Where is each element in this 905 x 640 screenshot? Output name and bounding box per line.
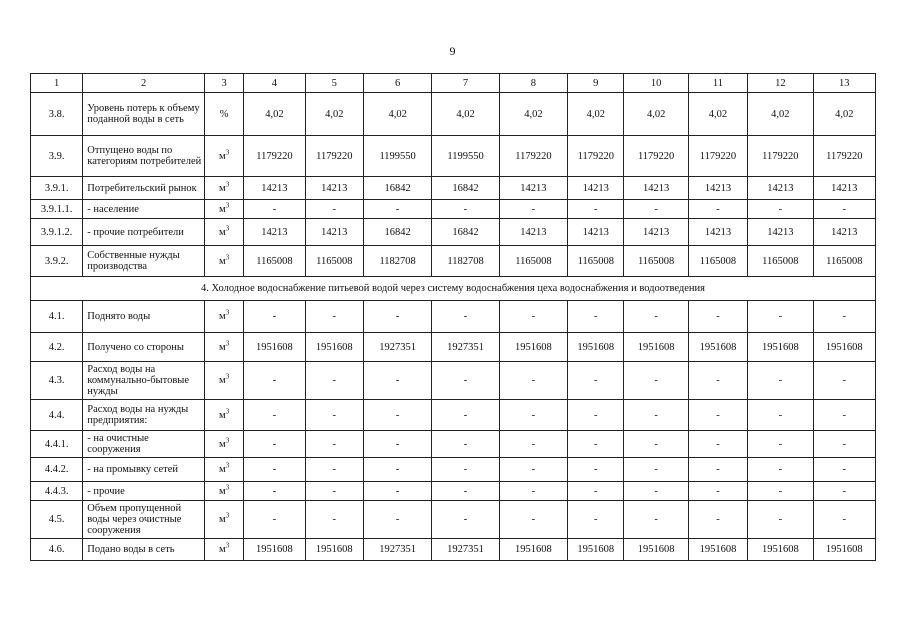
header-cell: 12 [748, 74, 813, 93]
row-number: 4.4.3. [31, 482, 83, 501]
value-cell: - [748, 200, 813, 219]
value-cell: - [748, 301, 813, 333]
unit-cell: $м^3$ [205, 482, 244, 501]
row-number: 4.3. [31, 362, 83, 400]
value-cell: - [244, 362, 305, 400]
value-cell: - [432, 362, 499, 400]
value-cell: 1199550 [363, 136, 431, 177]
value-cell: 1951608 [748, 333, 813, 362]
header-cell: 11 [688, 74, 747, 93]
row-name: - на очистные сооружения [83, 431, 205, 458]
value-cell: 4,02 [688, 93, 747, 136]
value-cell: 1951608 [748, 539, 813, 561]
header-cell: 3 [205, 74, 244, 93]
value-cell: 1179220 [305, 136, 363, 177]
row-name: Подано воды в сеть [83, 539, 205, 561]
value-cell: 14213 [499, 177, 567, 200]
value-cell: - [748, 501, 813, 539]
value-cell: 1951608 [624, 539, 688, 561]
value-cell: 1927351 [432, 539, 499, 561]
value-cell: - [813, 362, 875, 400]
value-cell: 1951608 [244, 539, 305, 561]
value-cell: - [432, 301, 499, 333]
value-cell: 1951608 [624, 333, 688, 362]
value-cell: 14213 [624, 219, 688, 246]
row-number: 3.9.2. [31, 246, 83, 277]
value-cell: 1182708 [363, 246, 431, 277]
row-name: Расход воды на коммунально-бытовые нужды [83, 362, 205, 400]
value-cell: 1927351 [432, 333, 499, 362]
value-cell: 1179220 [688, 136, 747, 177]
table-row [31, 482, 876, 501]
value-cell: - [363, 301, 431, 333]
value-cell: - [568, 362, 624, 400]
unit-cell: $м^3$ [205, 219, 244, 246]
value-cell: 1179220 [568, 136, 624, 177]
value-cell: - [624, 362, 688, 400]
value-cell: - [688, 200, 747, 219]
value-cell: - [568, 400, 624, 431]
value-cell: - [244, 200, 305, 219]
row-name: - на промывку сетей [83, 458, 205, 482]
row-number: 3.9.1.2. [31, 219, 83, 246]
value-cell: - [748, 458, 813, 482]
value-cell: - [305, 431, 363, 458]
table-row [31, 177, 876, 200]
value-cell: 1951608 [244, 333, 305, 362]
value-cell: - [305, 458, 363, 482]
value-cell: - [499, 400, 567, 431]
unit-cell: $м^3$ [205, 458, 244, 482]
value-cell: - [813, 301, 875, 333]
unit-cell: $м^3$ [205, 431, 244, 458]
table-row [31, 362, 876, 400]
unit-cell: % [205, 93, 244, 136]
value-cell: 1951608 [688, 333, 747, 362]
row-number: 3.8. [31, 93, 83, 136]
header-cell: 2 [83, 74, 205, 93]
row-number: 4.4.2. [31, 458, 83, 482]
value-cell: - [568, 301, 624, 333]
value-cell: 1951608 [305, 333, 363, 362]
value-cell: 1951608 [813, 539, 875, 561]
value-cell: 14213 [568, 219, 624, 246]
value-cell: 1927351 [363, 539, 431, 561]
section-title: 4. Холодное водоснабжение питьевой водой через систему водоснабжения цеха водоснабжения и водоотведения [31, 277, 876, 301]
value-cell: - [688, 400, 747, 431]
value-cell: 14213 [813, 177, 875, 200]
table-row [31, 458, 876, 482]
value-cell: - [624, 400, 688, 431]
value-cell: - [305, 301, 363, 333]
value-cell: 1179220 [244, 136, 305, 177]
row-number: 4.6. [31, 539, 83, 561]
table-row [31, 246, 876, 277]
value-cell: 14213 [624, 177, 688, 200]
value-cell: - [244, 400, 305, 431]
value-cell: 1179220 [748, 136, 813, 177]
table-row [31, 333, 876, 362]
row-name: - прочие потребители [83, 219, 205, 246]
value-cell: - [748, 482, 813, 501]
value-cell: 1951608 [568, 333, 624, 362]
unit-cell: $м^3$ [205, 501, 244, 539]
value-cell: - [432, 431, 499, 458]
row-number: 4.4. [31, 400, 83, 431]
value-cell: - [305, 400, 363, 431]
value-cell: - [568, 501, 624, 539]
unit-cell: $м^3$ [205, 333, 244, 362]
value-cell: 1179220 [813, 136, 875, 177]
value-cell: 1182708 [432, 246, 499, 277]
value-cell: - [363, 482, 431, 501]
header-cell: 6 [363, 74, 431, 93]
value-cell: - [244, 431, 305, 458]
value-cell: - [305, 501, 363, 539]
value-cell: - [624, 431, 688, 458]
value-cell: - [244, 301, 305, 333]
value-cell: - [363, 362, 431, 400]
value-cell: 16842 [363, 219, 431, 246]
row-number: 4.1. [31, 301, 83, 333]
value-cell: - [363, 400, 431, 431]
header-cell: 10 [624, 74, 688, 93]
value-cell: 14213 [688, 219, 747, 246]
value-cell: - [568, 431, 624, 458]
value-cell: - [688, 431, 747, 458]
value-cell: 1165008 [813, 246, 875, 277]
value-cell: 14213 [305, 177, 363, 200]
value-cell: - [499, 200, 567, 219]
header-cell: 9 [568, 74, 624, 93]
value-cell: - [363, 200, 431, 219]
header-cell: 8 [499, 74, 567, 93]
table-body [31, 74, 876, 561]
value-cell: 14213 [748, 219, 813, 246]
value-cell: 1951608 [499, 539, 567, 561]
value-cell: 4,02 [624, 93, 688, 136]
value-cell: - [432, 501, 499, 539]
data-table [30, 73, 876, 561]
value-cell: 1951608 [499, 333, 567, 362]
value-cell: - [624, 458, 688, 482]
value-cell: - [624, 501, 688, 539]
row-name: - прочие [83, 482, 205, 501]
table-row [31, 93, 876, 136]
value-cell: 14213 [244, 219, 305, 246]
table-row [31, 501, 876, 539]
value-cell: 1165008 [568, 246, 624, 277]
value-cell: - [244, 458, 305, 482]
unit-cell: $м^3$ [205, 136, 244, 177]
row-name: Уровень потерь к объему поданной воды в сеть [83, 93, 205, 136]
table-row [31, 431, 876, 458]
value-cell: 4,02 [568, 93, 624, 136]
value-cell: 14213 [813, 219, 875, 246]
value-cell: - [499, 458, 567, 482]
value-cell: 4,02 [432, 93, 499, 136]
value-cell: - [244, 501, 305, 539]
value-cell: - [305, 482, 363, 501]
value-cell: - [432, 482, 499, 501]
value-cell: - [244, 482, 305, 501]
value-cell: - [499, 501, 567, 539]
value-cell: - [624, 200, 688, 219]
row-name: Получено со стороны [83, 333, 205, 362]
header-cell: 13 [813, 74, 875, 93]
value-cell: 16842 [363, 177, 431, 200]
value-cell: 14213 [568, 177, 624, 200]
unit-cell: $м^3$ [205, 301, 244, 333]
value-cell: - [813, 501, 875, 539]
value-cell: - [748, 431, 813, 458]
unit-cell: $м^3$ [205, 177, 244, 200]
value-cell: - [305, 362, 363, 400]
value-cell: - [813, 482, 875, 501]
value-cell: 1951608 [305, 539, 363, 561]
value-cell: 1165008 [305, 246, 363, 277]
value-cell: - [363, 458, 431, 482]
unit-cell: $м^3$ [205, 400, 244, 431]
value-cell: 16842 [432, 177, 499, 200]
value-cell: 4,02 [748, 93, 813, 136]
value-cell: - [305, 200, 363, 219]
header-cell: 7 [432, 74, 499, 93]
row-name: Расход воды на нужды предприятия: [83, 400, 205, 431]
value-cell: - [688, 482, 747, 501]
page-number: 9 [449, 44, 456, 58]
value-cell: - [432, 458, 499, 482]
table-row [31, 219, 876, 246]
value-cell: 4,02 [244, 93, 305, 136]
value-cell: - [688, 501, 747, 539]
value-cell: 1165008 [244, 246, 305, 277]
value-cell: - [813, 400, 875, 431]
value-cell: - [499, 301, 567, 333]
value-cell: - [813, 200, 875, 219]
value-cell: 1951608 [688, 539, 747, 561]
value-cell: 1165008 [688, 246, 747, 277]
value-cell: - [568, 482, 624, 501]
section-row [31, 277, 876, 301]
header-cell: 1 [31, 74, 83, 93]
table-row [31, 200, 876, 219]
value-cell: 1951608 [568, 539, 624, 561]
row-number: 3.9.1.1. [31, 200, 83, 219]
table-row [31, 301, 876, 333]
table-row [31, 539, 876, 561]
header-cell: 4 [244, 74, 305, 93]
value-cell: - [624, 301, 688, 333]
value-cell: - [688, 301, 747, 333]
value-cell: - [499, 362, 567, 400]
unit-cell: $м^3$ [205, 246, 244, 277]
unit-cell: $м^3$ [205, 362, 244, 400]
row-number: 3.9. [31, 136, 83, 177]
value-cell: - [688, 458, 747, 482]
value-cell: 1927351 [363, 333, 431, 362]
value-cell: - [499, 431, 567, 458]
value-cell: 1165008 [624, 246, 688, 277]
value-cell: - [624, 482, 688, 501]
row-name: Отпущено воды по категориям потребителей [83, 136, 205, 177]
value-cell: 1165008 [748, 246, 813, 277]
row-number: 4.2. [31, 333, 83, 362]
value-cell: 4,02 [363, 93, 431, 136]
table-row [31, 136, 876, 177]
value-cell: - [432, 400, 499, 431]
value-cell: - [363, 501, 431, 539]
value-cell: - [688, 362, 747, 400]
row-name: Потребительский рынок [83, 177, 205, 200]
value-cell: - [813, 431, 875, 458]
value-cell: - [568, 458, 624, 482]
value-cell: 1165008 [499, 246, 567, 277]
value-cell: - [568, 200, 624, 219]
unit-cell: $м^3$ [205, 200, 244, 219]
row-name: Собственные нужды производства [83, 246, 205, 277]
value-cell: 1179220 [499, 136, 567, 177]
table-row [31, 400, 876, 431]
row-number: 3.9.1. [31, 177, 83, 200]
value-cell: 14213 [305, 219, 363, 246]
value-cell: 14213 [688, 177, 747, 200]
value-cell: 1951608 [813, 333, 875, 362]
value-cell: - [432, 200, 499, 219]
value-cell: 4,02 [499, 93, 567, 136]
value-cell: 14213 [499, 219, 567, 246]
value-cell: - [748, 362, 813, 400]
value-cell: - [813, 458, 875, 482]
value-cell: - [748, 400, 813, 431]
value-cell: 14213 [748, 177, 813, 200]
header-row [31, 74, 876, 93]
value-cell: 4,02 [305, 93, 363, 136]
row-number: 4.4.1. [31, 431, 83, 458]
header-cell: 5 [305, 74, 363, 93]
row-name: Объем пропущенной воды через очистные сооружения [83, 501, 205, 539]
value-cell: 1179220 [624, 136, 688, 177]
row-name: - население [83, 200, 205, 219]
unit-cell: $м^3$ [205, 539, 244, 561]
row-number: 4.5. [31, 501, 83, 539]
value-cell: 4,02 [813, 93, 875, 136]
row-name: Поднято воды [83, 301, 205, 333]
value-cell: - [499, 482, 567, 501]
value-cell: 14213 [244, 177, 305, 200]
value-cell: 16842 [432, 219, 499, 246]
value-cell: 1199550 [432, 136, 499, 177]
value-cell: - [363, 431, 431, 458]
